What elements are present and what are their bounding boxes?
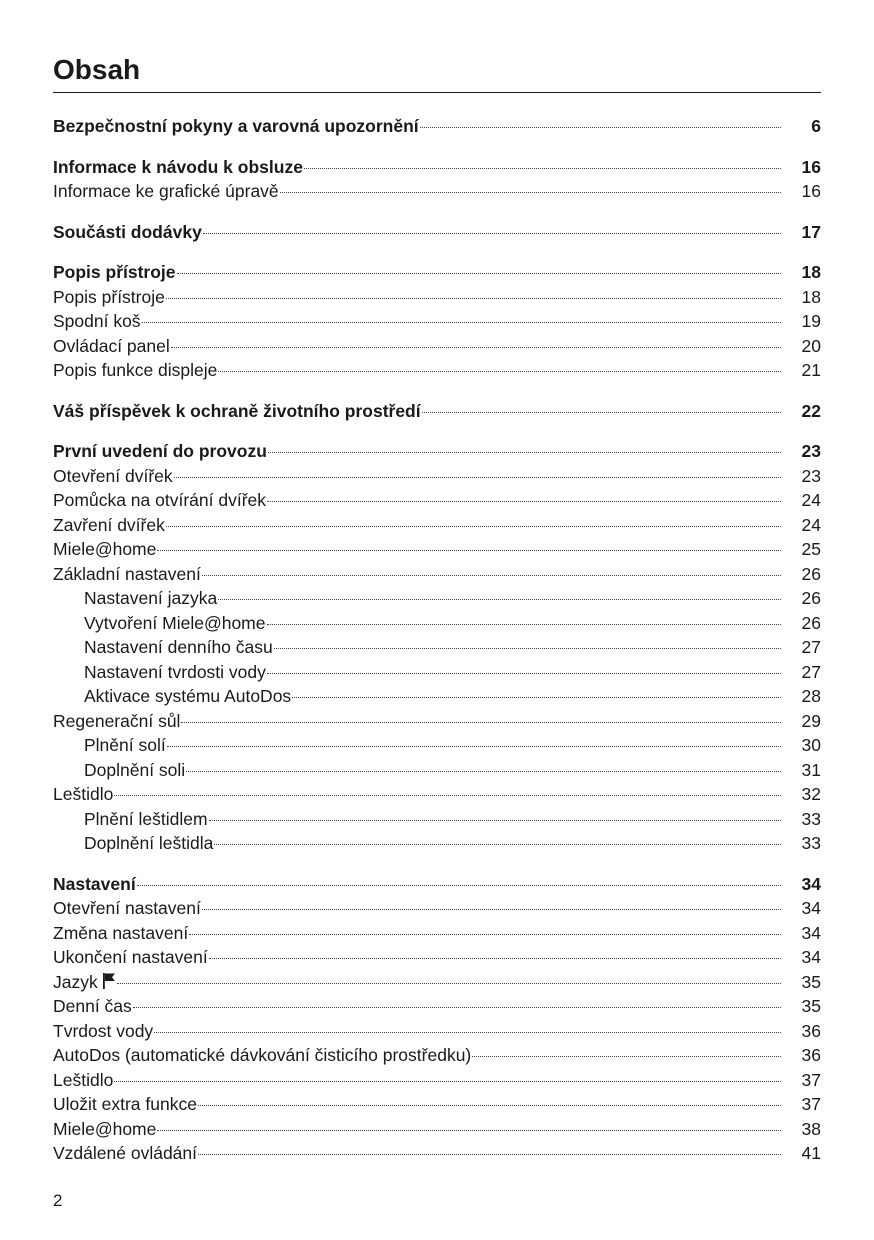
toc-entry[interactable] [53, 921, 821, 946]
toc-entry[interactable] [53, 1019, 821, 1044]
toc-entry[interactable] [53, 758, 821, 783]
dot-leader [166, 298, 781, 299]
toc-entry-page: 22 [801, 400, 821, 421]
toc-entry-text: Plnění solí [84, 735, 166, 755]
dot-leader [114, 1081, 781, 1082]
dot-leader [117, 983, 781, 984]
toc-entry-page: 24 [801, 514, 821, 535]
toc-entry-label [53, 1019, 153, 1044]
toc-entry[interactable] [53, 994, 821, 1019]
toc-entry-text: Ukončení nastavení [53, 947, 208, 967]
toc-entry-label [53, 635, 273, 660]
toc-entry-text: Otevření nastavení [53, 898, 201, 918]
toc-entry-page: 24 [801, 490, 821, 510]
toc-entry[interactable] [53, 1141, 821, 1166]
toc-entry-page: 34 [801, 947, 821, 967]
dot-leader [267, 501, 781, 502]
toc-entry[interactable] [53, 807, 821, 832]
toc-entry-page: 25 [801, 539, 821, 559]
toc-entry-text: Leštidlo [53, 784, 114, 804]
toc-entry-page: 35 [801, 996, 821, 1016]
toc-entry-page: 18 [801, 286, 821, 307]
toc-entry-page: 19 [801, 311, 821, 331]
toc-entry[interactable] [53, 782, 821, 807]
toc-entry-label [53, 586, 217, 611]
toc-entry-text: Denní čas [53, 996, 132, 1016]
toc-entry-page: 16 [801, 181, 821, 201]
toc-entry[interactable] [53, 114, 821, 139]
toc-entry-text: Plnění leštidlem [84, 808, 208, 829]
toc-entry-text: Součásti dodávky [53, 221, 202, 242]
dot-leader [218, 599, 781, 600]
toc-entry-label [53, 358, 217, 383]
toc-entry-label [53, 660, 266, 685]
toc-entry-label [53, 970, 116, 995]
toc-entry-label [53, 285, 165, 310]
dot-leader [292, 697, 781, 698]
toc-entry-page: 16 [801, 156, 821, 177]
toc-entry-label [53, 758, 185, 783]
toc-entry-page: 21 [801, 360, 821, 380]
toc-entry-label [53, 807, 208, 832]
toc-entry-label [53, 782, 113, 807]
toc-entry-label [53, 179, 279, 204]
toc-entry-text: Nastavení jazyka [84, 588, 218, 608]
toc-entry-page: 38 [801, 1118, 821, 1139]
toc-entry-page: 23 [801, 465, 821, 486]
dot-leader [274, 648, 781, 649]
toc-entry-label [53, 562, 201, 587]
toc-entry[interactable] [53, 1092, 821, 1117]
toc-entry[interactable] [53, 285, 821, 310]
toc-entry-page: 33 [801, 808, 821, 829]
toc-entry-label [53, 513, 165, 538]
dot-leader [203, 233, 781, 234]
toc-entry[interactable] [53, 1117, 821, 1142]
toc-entry-label [53, 220, 202, 245]
toc-entry-label [53, 1043, 471, 1068]
dot-leader [202, 909, 781, 910]
toc-entry-label [53, 896, 201, 921]
toc-entry-page: 27 [801, 637, 821, 657]
dot-leader [177, 273, 781, 274]
toc-entry-text: Popis přístroje [53, 262, 176, 282]
dot-leader [202, 575, 781, 576]
toc-entry-label [53, 872, 136, 897]
toc-entry-page: 37 [801, 1094, 821, 1114]
toc-entry-page: 36 [801, 1045, 821, 1065]
toc-entry-label [53, 114, 419, 139]
toc-entry-text: Váš příspěvek k ochraně životního prostředí [53, 400, 421, 421]
toc-entry[interactable] [53, 220, 821, 245]
dot-leader [186, 771, 781, 772]
toc-entry-text: Pomůcka na otvírání dvířek [53, 490, 267, 510]
toc-entry-page: 34 [801, 873, 821, 894]
dot-leader [268, 452, 781, 453]
toc-entry-page: 23 [801, 441, 821, 461]
dot-leader [209, 820, 781, 821]
toc-entry-page: 6 [811, 116, 821, 136]
toc-entry[interactable] [53, 439, 821, 464]
toc-entry[interactable] [53, 733, 821, 758]
toc-entry-text: Informace k návodu k obsluze [53, 156, 303, 177]
toc-entry-text: Popis funkce displeje [53, 360, 218, 380]
toc-entry-text: Doplnění soli [84, 759, 186, 780]
dot-leader [422, 412, 781, 413]
toc-entry-label [53, 537, 156, 562]
toc-entry-page: 18 [801, 262, 821, 282]
toc-entry-label [53, 334, 170, 359]
dot-leader [166, 526, 781, 527]
toc-entry-page: 17 [801, 221, 821, 242]
toc-entry[interactable] [53, 334, 821, 359]
toc-entry-label [53, 464, 173, 489]
toc-entry-label [53, 1117, 156, 1142]
toc-entry-text: Základní nastavení [53, 563, 201, 584]
toc-entry-label [53, 921, 188, 946]
toc-entry-page: 41 [801, 1143, 821, 1163]
toc-entry[interactable] [53, 709, 821, 734]
toc-entry-text: Nastavení tvrdosti vody [84, 661, 266, 682]
dot-leader [142, 322, 781, 323]
toc-entry[interactable] [53, 586, 821, 611]
toc-entry-text: První uvedení do provozu [53, 441, 267, 461]
toc-entry-page: 36 [801, 1020, 821, 1041]
toc-entry-text: Jazyk [53, 971, 98, 992]
toc-entry-page: 26 [801, 612, 821, 633]
toc-entry[interactable] [53, 179, 821, 204]
toc-entry-page: 31 [801, 759, 821, 780]
toc-entry-label [53, 399, 421, 424]
toc-entry-page: 34 [801, 922, 821, 943]
toc-entry-text: Regenerační sůl [53, 710, 181, 731]
dot-leader [472, 1056, 781, 1057]
toc-entry[interactable] [53, 635, 821, 660]
toc-entry-page: 26 [801, 563, 821, 584]
toc-entry-text: Vzdálené ovládání [53, 1143, 197, 1163]
toc-entry-page: 29 [801, 710, 821, 731]
dot-leader [174, 477, 781, 478]
dot-leader [137, 885, 781, 886]
toc-entry-label [53, 1092, 197, 1117]
toc-entry[interactable] [53, 399, 821, 424]
toc-entry-page: 27 [801, 661, 821, 682]
toc-entry[interactable] [53, 872, 821, 897]
dot-leader [114, 795, 781, 796]
toc-entry-page: 30 [801, 735, 821, 755]
toc-entry-text: Zavření dvířek [53, 514, 165, 535]
toc-entry-page: 32 [801, 784, 821, 804]
toc-entry-page: 33 [801, 833, 821, 853]
toc-entry-text: Nastavení denního času [84, 637, 273, 657]
dot-leader [420, 127, 781, 128]
toc-entry-label [53, 1068, 113, 1093]
flag-icon [102, 972, 116, 989]
page-number: 2 [53, 1191, 63, 1210]
toc-entry[interactable] [53, 611, 821, 636]
dot-leader [267, 673, 781, 674]
toc-entry-text: Doplnění leštidla [84, 833, 214, 853]
toc-entry-text: Miele@home [53, 1118, 157, 1139]
toc-entry-text: Spodní koš [53, 311, 141, 331]
toc-entry-label [53, 488, 266, 513]
toc-entry[interactable] [53, 562, 821, 587]
dot-leader [157, 1130, 781, 1131]
toc-entry-text: Změna nastavení [53, 922, 189, 943]
toc-entry-text: Aktivace systému AutoDos [84, 686, 292, 706]
toc-entry-page: 28 [801, 686, 821, 706]
toc-entry-label [53, 155, 303, 180]
toc-entry[interactable] [53, 513, 821, 538]
dot-leader [209, 958, 781, 959]
toc-entry-label [53, 260, 176, 285]
toc-entry[interactable] [53, 660, 821, 685]
toc-entry[interactable] [53, 1068, 821, 1093]
toc-entry-label [53, 709, 180, 734]
toc-entry-text: Informace ke grafické úpravě [53, 181, 279, 201]
dot-leader [181, 722, 781, 723]
toc-entry-text: Otevření dvířek [53, 465, 173, 486]
page-title: Obsah [53, 54, 141, 85]
toc-entry-label [53, 831, 213, 856]
toc-entry[interactable] [53, 970, 821, 995]
toc-entry[interactable] [53, 537, 821, 562]
toc-entry-label [53, 684, 291, 709]
title-divider [53, 92, 821, 93]
table-of-contents [53, 114, 821, 1166]
dot-leader [198, 1154, 781, 1155]
toc-entry[interactable] [53, 896, 821, 921]
dot-leader [214, 844, 781, 845]
toc-entry-text: Vytvoření Miele@home [84, 612, 266, 633]
toc-entry-text: Tvrdost vody [53, 1020, 154, 1041]
dot-leader [157, 550, 781, 551]
toc-entry-text: Leštidlo [53, 1069, 114, 1090]
toc-entry[interactable] [53, 309, 821, 334]
toc-entry-label [53, 611, 266, 636]
dot-leader [280, 192, 781, 193]
toc-entry[interactable] [53, 358, 821, 383]
toc-entry-label [53, 1141, 197, 1166]
toc-entry[interactable] [53, 945, 821, 970]
dot-leader [133, 1007, 781, 1008]
toc-entry-text: Uložit extra funkce [53, 1094, 197, 1114]
toc-entry[interactable] [53, 831, 821, 856]
toc-entry-page: 37 [801, 1069, 821, 1090]
toc-entry-label [53, 733, 166, 758]
dot-leader [198, 1105, 781, 1106]
toc-entry[interactable] [53, 684, 821, 709]
toc-entry-text: Nastavení [53, 873, 136, 894]
toc-entry-text: Popis přístroje [53, 286, 165, 307]
dot-leader [189, 934, 781, 935]
toc-entry[interactable] [53, 488, 821, 513]
toc-entry-page: 34 [801, 898, 821, 918]
toc-entry-label [53, 439, 267, 464]
toc-entry-text: Miele@home [53, 539, 157, 559]
dot-leader [267, 624, 782, 625]
dot-leader [171, 347, 781, 348]
toc-entry-label [53, 945, 208, 970]
dot-leader [154, 1032, 781, 1033]
toc-entry[interactable] [53, 260, 821, 285]
toc-entry-text: Ovládací panel [53, 335, 170, 356]
dot-leader [167, 746, 781, 747]
toc-entry-page: 35 [801, 971, 821, 992]
toc-entry-page: 26 [801, 588, 821, 608]
toc-entry-text: AutoDos (automatické dávkování čisticího prostředku) [53, 1045, 472, 1065]
dot-leader [218, 371, 781, 372]
toc-entry[interactable] [53, 464, 821, 489]
toc-entry-page: 20 [801, 335, 821, 356]
toc-entry[interactable] [53, 1043, 821, 1068]
toc-entry[interactable] [53, 155, 821, 180]
toc-entry-text: Bezpečnostní pokyny a varovná upozornění [53, 116, 419, 136]
toc-entry-label [53, 994, 132, 1019]
toc-entry-label [53, 309, 141, 334]
dot-leader [304, 168, 781, 169]
